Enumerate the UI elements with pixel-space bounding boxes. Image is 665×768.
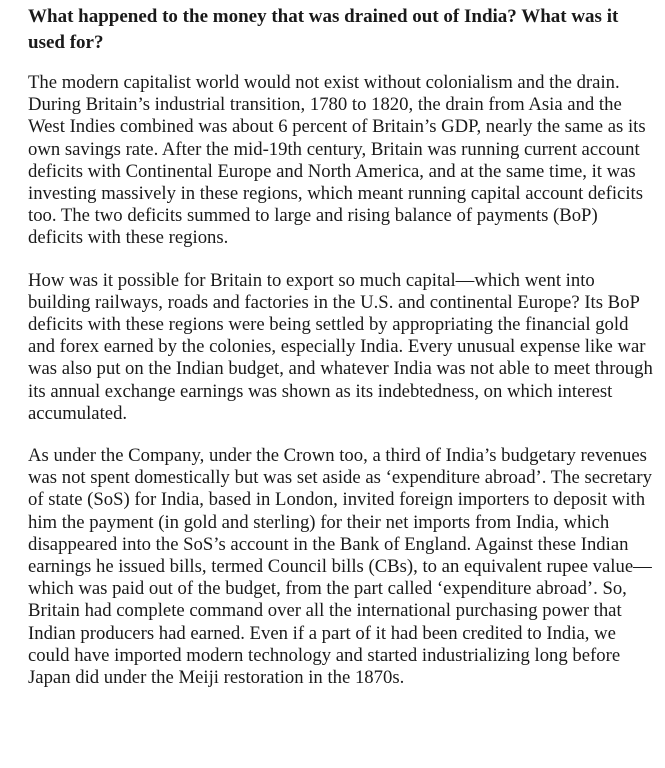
paragraph-colonialism-drain: The modern capitalist world would not exist without colonialism and the drain. During Britain’s industrial transition, 1780 to 1820, the drain from Asia and the West Indies combined was about 6 percent of Britain’s GDP, nearly the same as its own savings rate. After the mid-19th century, Britain was running current account deficits with Continental Europe and North America, and at the same time, it was investing massively in these regions, which meant running capital account deficits too. The two deficits summed to large and rising balance of payments (BoP) deficits with these regions.: [28, 72, 646, 249]
question-heading: What happened to the money that was drained out of India? What was it used for?: [28, 6, 619, 53]
paragraph-capital-export: How was it possible for Britain to export so much capital—which went into building railways, roads and factories in the U.S. and continental Europe? Its BoP deficits with these regions were being settled by appropriating the financial gold and forex earned by the colonies, especially India. Every unusual expense like war was also put on the Indian budget, and whatever India was not able to meet through its annual exchange earnings was shown as its indebtedness, on which interest accumulated.: [28, 269, 653, 424]
paragraph-council-bills: As under the Company, under the Crown too, a third of India’s budgetary revenues was not spent domestically but was set aside as ‘expenditure abroad’. The secretary of state (SoS) for India, based in London, invited foreign importers to deposit with him the payment (in gold and sterling) for their net imports from India, which disappeared into the SoS’s account in the Bank of England. Against these Indian earnings he issued bills, termed Council bills (CBs), to an equivalent rupee value—which was paid out of the budget, from the part called ‘expenditure abroad’. So, Britain had complete command over all the international purchasing power that Indian producers had earned. Even if a part of it had been credited to India, we could have imported modern technology and started industrializing long before Japan did under the Meiji restoration in the 1870s.: [28, 445, 652, 689]
